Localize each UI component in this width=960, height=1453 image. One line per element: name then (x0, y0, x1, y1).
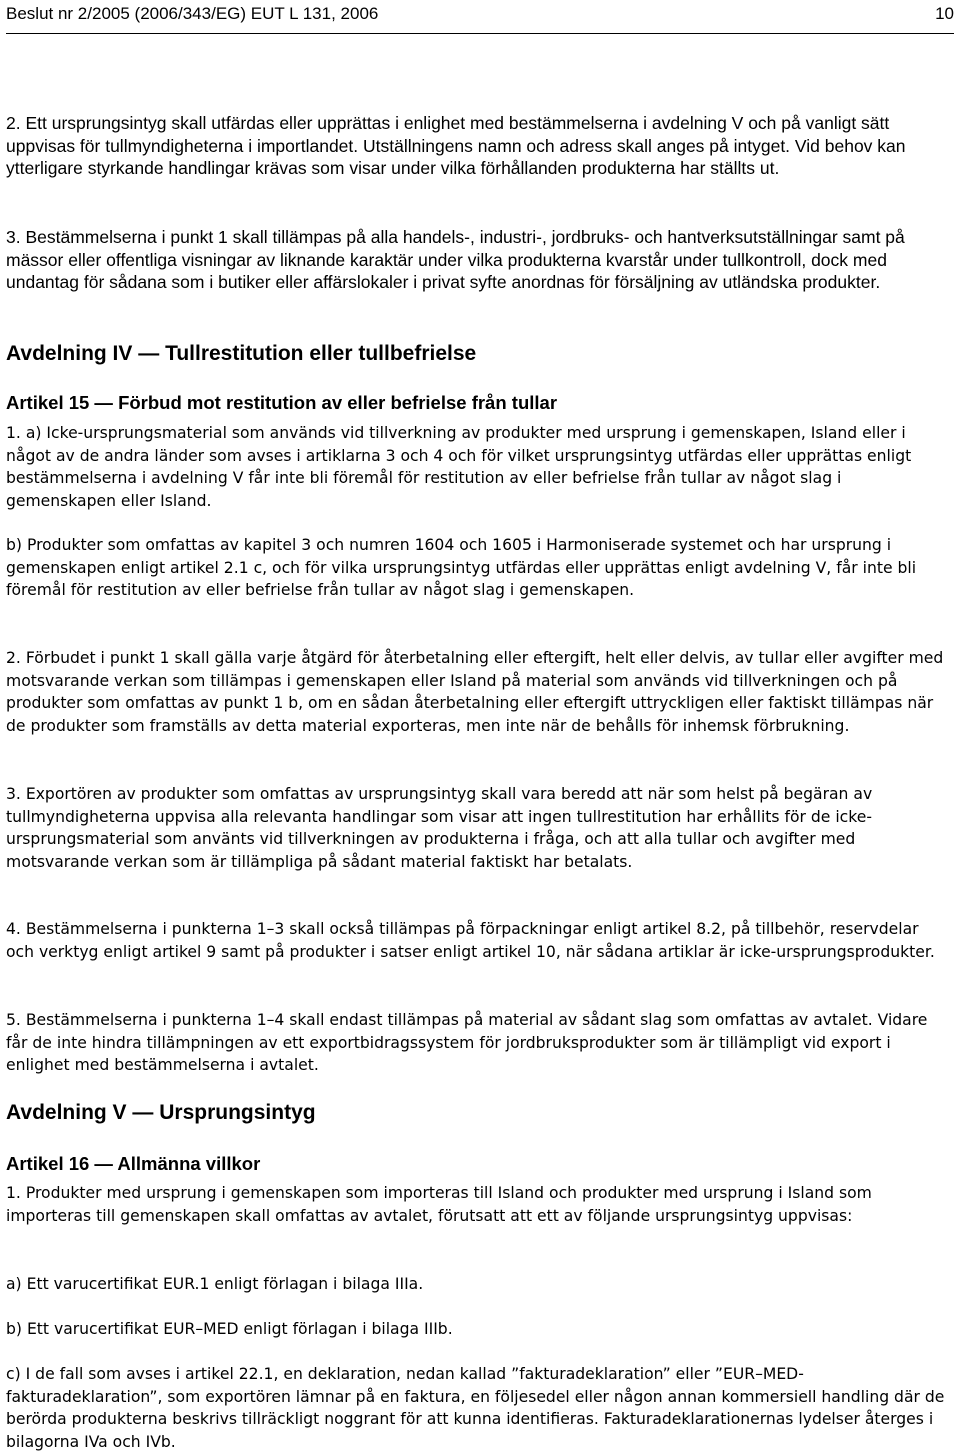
paragraph-3-exhibition-scope: 3. Bestämmelserna i punkt 1 skall tillämpas på alla handels-, industri-, jordbruks- och hantverksutställningar samt på mässor eller offentliga visningar av liknande karaktär under vilka produkterna kvarstår under tullkontroll, dock med undantag för sådana som i butiker eller affärslokaler i privat syfte anordnas för försäljning av utländska produkter. (6, 227, 905, 293)
article-16-item-c: c) I de fall som avses i artikel 22.1, en deklaration, nedan kallad ”fakturadeklaration” eller ”EUR–MED-fakturadeklaration”, som exportören lämnar på en faktura, en följesedel eller någon annan kommersiell handling där de berörda produkterna beskrivs tillräckligt noggrant för att kunna identifieras. Fakturadeklarationernas lydelser återges i bilagorna IVa och IVb. (6, 1365, 945, 1451)
page-number: 10 (935, 4, 954, 23)
article-15-paragraph-1a: 1. a) Icke-ursprungsmaterial som används vid tillverkning av produkter med ursprung i gemenskapen, Island eller i något av de andra länder som avses i artiklarna 3 och 4 och för vilket ursprungsintyg utfärdas eller upprättas enligt bestämmelserna i avdelning V får inte bli föremål för restitution av eller befrielse från tullar av något slag i gemenskapen eller Island. (6, 424, 912, 510)
article-15-paragraph-3: 3. Exportören av produkter som omfattas av ursprungsintyg skall vara beredd att när som helst på begäran av tullmyndigheterna uppvisa alla relevanta handlingar som visar att ingen tullrestitution har erhållits för de icke-ursprungsmaterial som använts vid tillverkningen av produkterna i fråga, och att alla tullar och avgifter med motsvarande verkan som är tillämpliga på sådant material faktiskt har betalats. (6, 785, 873, 871)
article-15-paragraph-2: 2. Förbudet i punkt 1 skall gälla varje åtgärd för återbetalning eller eftergift, helt eller delvis, av tullar eller avgifter med motsvarande verkan som tillämpas i gemenskapen eller Island på material som används vid tillverkningen och på produkter som omfattas av punkt 1 b, om en sådan återbetalning eller eftergift uttryckligen eller faktiskt tillämpas när de produkter som framställs av detta material exporteras, men inte när de behålls för inhemsk förbrukning. (6, 649, 944, 735)
article-15-paragraph-5: 5. Bestämmelserna i punkterna 1–4 skall endast tillämpas på material av sådant slag som omfattas av avtalet. Vidare får de inte hindra tillämpningen av ett exportbidragssystem för jordbruksprodukter som är tillämpligt vid export i enlighet med bestämmelserna i avtalet. (6, 1011, 928, 1075)
document-reference: Beslut nr 2/2005 (2006/343/EG) EUT L 131, 2006 (6, 4, 379, 23)
page-header (6, 0, 954, 40)
article-15-heading: Artikel 15 — Förbud mot restitution av eller befrielse från tullar (6, 392, 558, 413)
section-v-heading: Avdelning V — Ursprungsintyg (6, 1101, 316, 1124)
article-16-heading: Artikel 16 — Allmänna villkor (6, 1153, 261, 1174)
article-15-paragraph-4: 4. Bestämmelserna i punkterna 1–3 skall också tillämpas på förpackningar enligt artikel 8.2, på tillbehör, reservdelar och verktyg enligt artikel 9 samt på produkter i satser enligt artikel 10, när sådana artiklar är icke-ursprungsprodukter. (6, 920, 935, 961)
article-16-item-b: b) Ett varucertifikat EUR–MED enligt förlagan i bilaga IIIb. (6, 1320, 453, 1338)
paragraph-2-exhibition-origin: 2. Ett ursprungsintyg skall utfärdas eller upprättas i enlighet med bestämmelserna i avdelning V och på vanligt sätt uppvisas för tullmyndigheterna i importlandet. Utställningens namn och adress skall anges på intyget. Vid behov kan ytterligare styrkande handlingar krävas som visar under vilka förhållanden produkterna har ställts ut. (6, 113, 906, 179)
header-divider (6, 33, 954, 34)
article-16-paragraph-1: 1. Produkter med ursprung i gemenskapen som importeras till Island och produkter med ursprung i Island som importeras till gemenskapen skall omfattas av avtalet, förutsatt att ett av följande ursprungsintyg uppvisas: (6, 1184, 872, 1225)
article-16-item-a: a) Ett varucertifikat EUR.1 enligt förlagan i bilaga IIIa. (6, 1275, 424, 1293)
section-iv-heading: Avdelning IV — Tullrestitution eller tullbefrielse (6, 342, 477, 365)
article-15-paragraph-1b: b) Produkter som omfattas av kapitel 3 och numren 1604 och 1605 i Harmoniserade systemet och har ursprung i gemenskapen enligt artikel 2.1 c, och för vilka ursprungsintyg utfärdas eller upprättas enligt avdelning V, får inte bli föremål för restitution av eller befrielse från tullar av något slag i gemenskapen. (6, 536, 917, 600)
